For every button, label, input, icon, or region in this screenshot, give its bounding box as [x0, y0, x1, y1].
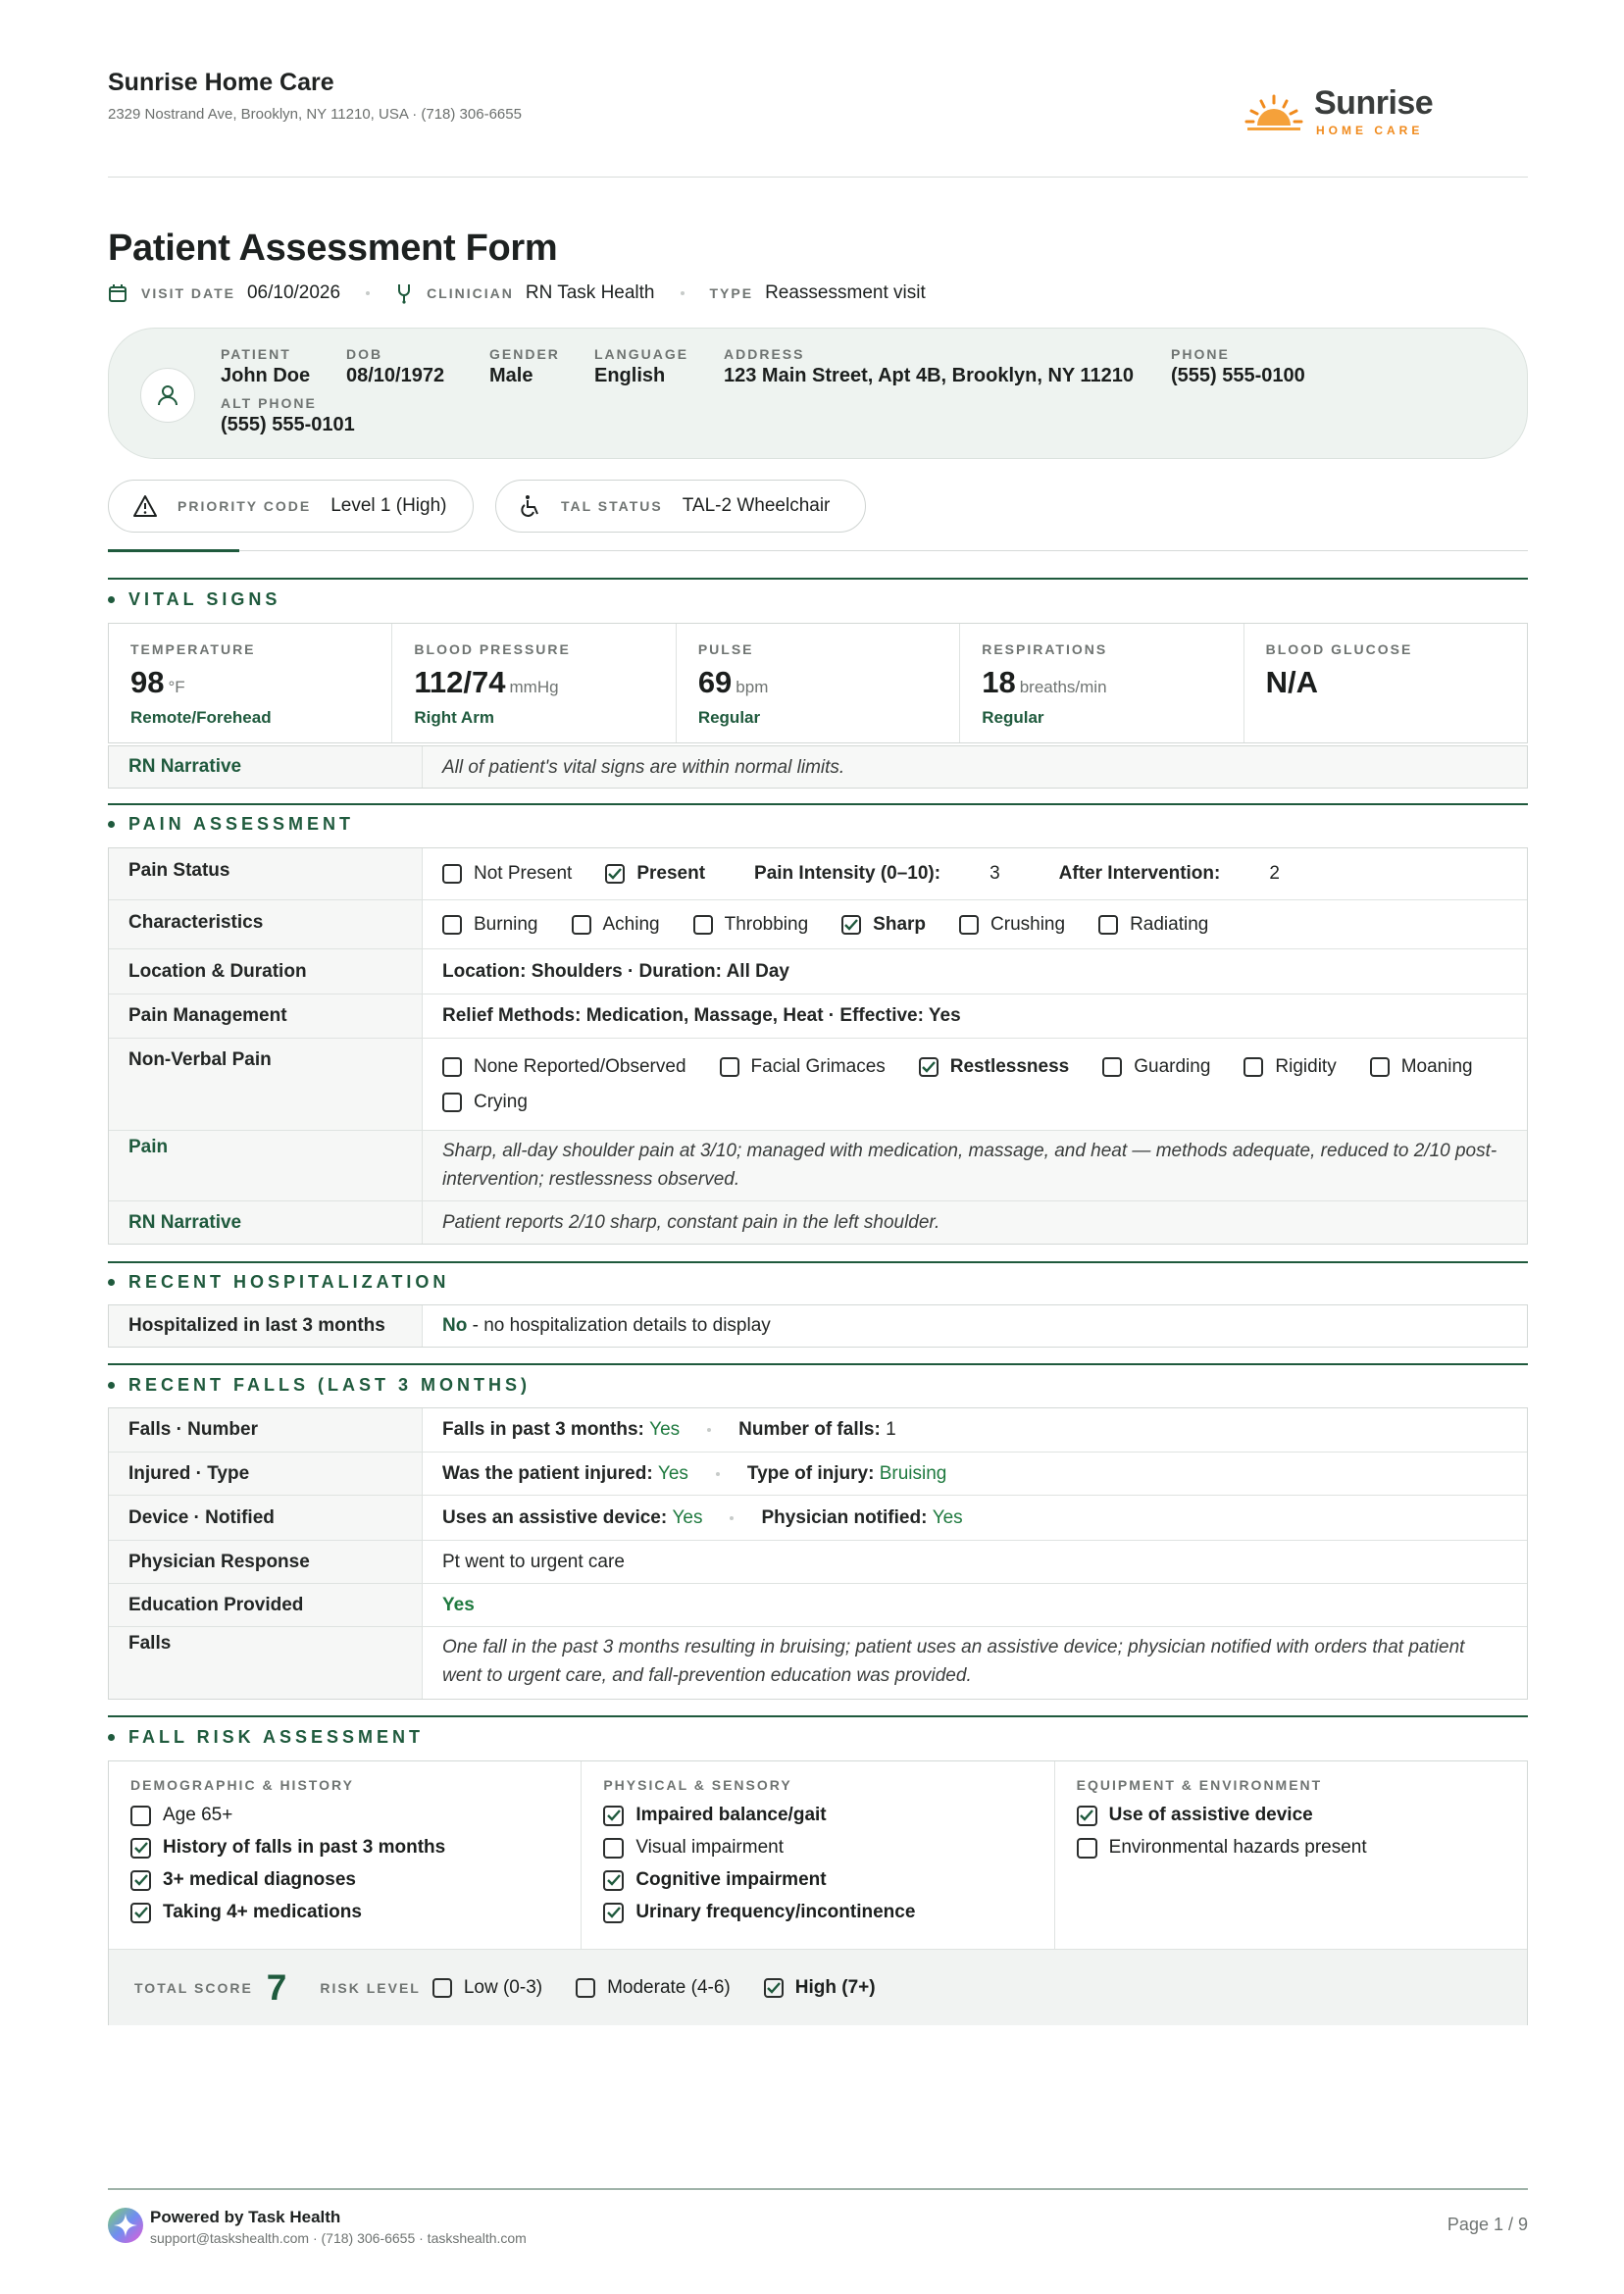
form-title: Patient Assessment Form: [108, 228, 558, 269]
checkbox-label: Facial Grimaces: [750, 1055, 886, 1077]
risk-factor-checkbox[interactable]: [603, 1869, 1032, 1891]
language-value: English: [594, 365, 666, 386]
task-health-logo-icon: [108, 2208, 143, 2243]
pain-table: [108, 847, 1528, 1245]
after-label: After Intervention:: [1058, 863, 1221, 884]
fall-risk-title: FALL RISK ASSESSMENT: [108, 1727, 424, 1748]
separator-dot: [681, 291, 685, 295]
checkbox-label: Moderate (4-6): [607, 1976, 731, 1998]
avatar: [140, 368, 195, 423]
risk-level-label: RISK LEVEL: [320, 1979, 421, 1996]
falls-summary-text: One fall in the past 3 months resulting in bruising; patient uses an assistive device; physician notified with orders that patient went to urgent care, and fall-prevention education was provided.: [423, 1627, 1527, 1699]
dob-field: [346, 346, 444, 387]
total-score-value: 7: [266, 1966, 287, 2008]
unchecked-box-icon: [1370, 1057, 1390, 1077]
assessment-page: [108, 0, 1528, 2294]
intensity-label: Pain Intensity (0–10):: [754, 863, 941, 884]
checkbox-label: Sharp: [873, 913, 927, 935]
tal-value: TAL-2 Wheelchair: [682, 495, 831, 516]
hospitalized-label: Hospitalized in last 3 months: [109, 1305, 423, 1347]
risk-column-title: DEMOGRAPHIC & HISTORY: [130, 1777, 354, 1793]
sunrise-logo: [1243, 84, 1440, 143]
visit-date-label: VISIT DATE: [141, 285, 235, 301]
checkbox-label: Rigidity: [1275, 1055, 1337, 1077]
risk-factor-checkbox[interactable]: [1077, 1805, 1505, 1826]
section-rule: [108, 1363, 1528, 1365]
risk-factor-checkbox[interactable]: [603, 1837, 1032, 1859]
patient-card: [108, 328, 1528, 459]
nonverbal-checkbox[interactable]: [442, 1056, 686, 1078]
table-row: [109, 994, 1527, 1038]
phone-field: [1171, 346, 1305, 387]
risk-level-checkbox[interactable]: [764, 1977, 876, 1999]
table-row: [109, 1130, 1527, 1200]
checked-box-icon: [130, 1838, 151, 1859]
sunrise-icon: [1243, 92, 1304, 131]
unchecked-box-icon: [432, 1978, 452, 1998]
table-row: [109, 1540, 1527, 1583]
address-label: ADDRESS: [724, 346, 805, 362]
separator-dot: [366, 291, 370, 295]
alt-phone-label: ALT PHONE: [221, 395, 317, 411]
unchecked-box-icon: [1243, 1057, 1263, 1077]
falls-summary-label: Falls: [109, 1627, 423, 1699]
checkbox-label: Urinary frequency/incontinence: [635, 1902, 916, 1922]
pain-summary-text: Sharp, all-day shoulder pain at 3/10; managed with medication, massage, and heat — methods adequate, reduced to 2/10 post-intervention; restlessness observed.: [423, 1131, 1527, 1200]
physician-response-value: Pt went to urgent care: [442, 1551, 625, 1572]
language-field: [594, 346, 688, 387]
unchecked-box-icon: [959, 915, 979, 935]
user-icon: [155, 382, 180, 408]
pain-status-options: [423, 848, 1527, 899]
patient-label: PATIENT: [221, 346, 291, 362]
nonverbal-label: Non-Verbal Pain: [109, 1039, 423, 1130]
checkbox-label: Guarding: [1134, 1055, 1211, 1077]
checked-box-icon: [603, 1806, 624, 1826]
vitals-narrative-table: [108, 745, 1528, 789]
checkbox-present[interactable]: Present: [605, 863, 705, 885]
tab-divider: [108, 550, 1528, 551]
characteristic-checkbox[interactable]: [693, 914, 809, 936]
checked-box-icon: [603, 1870, 624, 1891]
nonverbal-checkbox[interactable]: [720, 1056, 886, 1078]
alt-phone-value: (555) 555-0101: [221, 414, 355, 435]
gender-value: Male: [489, 365, 533, 386]
checkbox-label: Aching: [602, 913, 660, 935]
checkbox-label: Use of assistive device: [1108, 1805, 1313, 1825]
risk-factor-checkbox[interactable]: [603, 1805, 1032, 1826]
table-row: [109, 1408, 1527, 1452]
visit-meta: [108, 282, 926, 304]
hospitalized-value: No - no hospitalization details to display: [442, 1315, 771, 1336]
checkbox-label: Age 65+: [163, 1805, 233, 1825]
unchecked-box-icon: [572, 915, 591, 935]
management-label: Pain Management: [109, 994, 423, 1038]
org-address: 2329 Nostrand Ave, Brooklyn, NY 11210, USA · (718) 306-6655: [108, 106, 522, 123]
gender-label: GENDER: [489, 346, 560, 362]
nonverbal-checkbox[interactable]: [1243, 1056, 1336, 1078]
unchecked-box-icon: [1098, 915, 1118, 935]
risk-level-options: [432, 1977, 909, 1999]
vital-blood-glucose: BLOOD GLUCOSE N/A: [1265, 641, 1413, 699]
warning-icon: [132, 494, 158, 518]
unchecked-box-icon: [603, 1838, 624, 1859]
checked-box-icon: [841, 915, 861, 935]
calendar-icon: [108, 283, 127, 303]
hospitalization-table: [108, 1304, 1528, 1348]
checkbox-label: Restlessness: [949, 1055, 1070, 1077]
falls-number-value: Falls in past 3 months: Yes Number of falls: 1: [442, 1419, 896, 1440]
checkbox-label: Cognitive impairment: [635, 1869, 827, 1890]
unchecked-box-icon: [442, 1093, 462, 1112]
phone-label: PHONE: [1171, 346, 1230, 362]
unchecked-box-icon: [1077, 1838, 1097, 1859]
table-row: [109, 1626, 1527, 1699]
hospitalization-title: RECENT HOSPITALIZATION: [108, 1272, 449, 1293]
risk-level-checkbox[interactable]: [432, 1977, 542, 1999]
checkbox-label: Impaired balance/gait: [635, 1805, 827, 1825]
narrative-text: All of patient's vital signs are within normal limits.: [423, 746, 1527, 788]
dob-value: 08/10/1972: [346, 365, 445, 386]
characteristic-checkbox[interactable]: [572, 914, 660, 936]
address-value: 123 Main Street, Apt 4B, Brooklyn, NY 11210: [724, 365, 1134, 386]
checkbox-label: None Reported/Observed: [474, 1055, 686, 1077]
checked-box-icon: [603, 1903, 624, 1923]
section-rule: [108, 1261, 1528, 1263]
org-name: Sunrise Home Care: [108, 69, 334, 96]
table-row: [109, 1200, 1527, 1244]
checkbox-label: Taking 4+ medications: [163, 1902, 362, 1922]
risk-column-title: PHYSICAL & SENSORY: [603, 1777, 792, 1793]
checkbox-not-present[interactable]: Not Present: [442, 863, 572, 885]
device-notified-label: Device · Notified: [109, 1496, 423, 1540]
nonverbal-checkbox[interactable]: [442, 1092, 528, 1113]
section-rule: [108, 578, 1528, 580]
checkbox-label: Moaning: [1400, 1055, 1473, 1077]
risk-column: [109, 1761, 582, 1949]
risk-column: [1055, 1761, 1527, 1949]
fall-risk-columns: [109, 1761, 1527, 1949]
vital-temperature: TEMPERATURE 98 °F Remote/Forehead: [109, 624, 392, 742]
tal-status-pill: [495, 480, 866, 533]
characteristics-label: Characteristics: [109, 900, 423, 948]
vitals-grid: [108, 623, 1528, 743]
unchecked-box-icon: [1102, 1057, 1122, 1077]
pain-summary-label: Pain: [109, 1131, 423, 1200]
table-row: [109, 848, 1527, 899]
section-rule: [108, 803, 1528, 805]
total-score-label: TOTAL SCORE: [134, 1979, 253, 1996]
priority-pill: [108, 480, 474, 533]
narrative-label: RN Narrative: [109, 746, 423, 788]
checked-box-icon: [130, 1870, 151, 1891]
injured-type-value: Was the patient injured: Yes Type of injury: Bruising: [442, 1462, 947, 1484]
clinician-label: CLINICIAN: [427, 285, 514, 301]
visit-type: Reassessment visit: [765, 282, 926, 303]
pain-narrative-label: RN Narrative: [109, 1201, 423, 1244]
checkbox-label: Environmental hazards present: [1108, 1837, 1367, 1858]
checkbox-label: Radiating: [1130, 913, 1209, 935]
nonverbal-checkbox[interactable]: [919, 1056, 1069, 1078]
physician-response-label: Physician Response: [109, 1541, 423, 1583]
vital-pulse: PULSE 69 bpm Regular: [677, 624, 960, 742]
pain-assessment-title: PAIN ASSESSMENT: [108, 814, 354, 835]
visit-date: 06/10/2026: [246, 282, 341, 303]
type-label: TYPE: [709, 285, 754, 301]
vital-blood-pressure: BLOOD PRESSURE 112/74 mmHg Right Arm: [392, 624, 676, 742]
falls-table: [108, 1407, 1528, 1700]
checkbox-label: Low (0-3): [463, 1976, 543, 1998]
table-row: [109, 899, 1527, 948]
priority-value: Level 1 (High): [330, 495, 447, 516]
falls-number-label: Falls · Number: [109, 1408, 423, 1452]
fall-risk-grid: [108, 1760, 1528, 2025]
powered-by: Powered by Task Health: [150, 2208, 341, 2226]
education-label: Education Provided: [109, 1584, 423, 1626]
characteristics-options: [423, 900, 1527, 948]
patient-name: John Doe: [221, 365, 311, 386]
unchecked-box-icon: [693, 915, 713, 935]
fall-risk-score: [109, 1949, 1527, 2025]
location-value: Location: Shoulders · Duration: All Day: [442, 960, 789, 982]
checkbox-label: History of falls in past 3 months: [163, 1837, 446, 1858]
characteristic-checkbox[interactable]: [442, 914, 538, 936]
characteristic-checkbox[interactable]: [959, 914, 1065, 936]
risk-factor-checkbox[interactable]: [130, 1805, 559, 1826]
intensity-value: 3: [990, 863, 1000, 884]
checked-box-icon: [919, 1057, 939, 1077]
table-row: [109, 1495, 1527, 1540]
risk-level-checkbox[interactable]: [576, 1977, 731, 1999]
table-row: [109, 1305, 1527, 1347]
checked-box-icon: [764, 1978, 784, 1998]
pain-status-label: Pain Status: [109, 848, 423, 899]
phone-value: (555) 555-0100: [1171, 365, 1305, 386]
unchecked-box-icon: [720, 1057, 739, 1077]
management-value: Relief Methods: Medication, Massage, Heat · Effective: Yes: [442, 1005, 961, 1026]
injured-type-label: Injured · Type: [109, 1453, 423, 1495]
gender-field: [489, 346, 560, 387]
priority-label: PRIORITY CODE: [178, 498, 312, 514]
active-tab-indicator: [108, 549, 239, 552]
nonverbal-checkbox[interactable]: [1102, 1056, 1210, 1078]
stethoscope-icon: [395, 282, 413, 304]
header-divider: [108, 177, 1528, 178]
risk-column: [582, 1761, 1054, 1949]
section-rule: [108, 1715, 1528, 1717]
unchecked-box-icon: [442, 1057, 462, 1077]
table-row: [109, 1038, 1527, 1130]
characteristic-checkbox[interactable]: [841, 914, 926, 936]
checked-box-icon: [1077, 1806, 1097, 1826]
logo-sub: HOME CARE: [1316, 124, 1424, 137]
footer-rule: [108, 2188, 1528, 2190]
checkbox-label: High (7+): [794, 1976, 876, 1998]
recent-falls-title: RECENT FALLS (LAST 3 MONTHS): [108, 1375, 531, 1396]
checkbox-label: Crying: [474, 1091, 528, 1112]
risk-factor-checkbox[interactable]: [130, 1902, 559, 1923]
nonverbal-options: [423, 1039, 1527, 1130]
footer-contact: support@taskshealth.com · (718) 306-6655 · taskshealth.com: [150, 2230, 527, 2246]
education-value: Yes: [442, 1594, 475, 1615]
wheelchair-icon: [520, 494, 541, 518]
after-value: 2: [1269, 863, 1280, 884]
risk-factor-checkbox[interactable]: [130, 1869, 559, 1891]
clinician: RN Task Health: [525, 282, 655, 303]
nonverbal-checkbox[interactable]: [1370, 1056, 1473, 1078]
vital-signs-title: VITAL SIGNS: [108, 589, 280, 610]
vital-respirations: RESPIRATIONS 18 breaths/min Regular: [960, 624, 1243, 742]
unchecked-box-icon: [130, 1806, 151, 1826]
location-label: Location & Duration: [109, 949, 423, 994]
checkbox-label: Throbbing: [724, 913, 809, 935]
checkbox-label: Visual impairment: [635, 1837, 784, 1858]
address-field: [724, 346, 1134, 387]
checked-box-icon: [130, 1903, 151, 1923]
risk-factor-checkbox[interactable]: [130, 1837, 559, 1859]
characteristic-checkbox[interactable]: [1098, 914, 1208, 936]
logo-word: Sunrise: [1314, 84, 1434, 122]
risk-column-title: EQUIPMENT & ENVIRONMENT: [1076, 1777, 1323, 1793]
table-row: [109, 1583, 1527, 1626]
tal-label: TAL STATUS: [561, 498, 663, 514]
checkbox-label: Burning: [474, 913, 538, 935]
table-row: [109, 746, 1527, 788]
patient-name-field: [221, 346, 310, 387]
table-row: [109, 1452, 1527, 1495]
checkbox-label: Crushing: [990, 913, 1066, 935]
checkbox-label: 3+ medical diagnoses: [163, 1869, 356, 1890]
risk-factor-checkbox[interactable]: [1077, 1837, 1505, 1859]
risk-factor-checkbox[interactable]: [603, 1902, 1032, 1923]
language-label: LANGUAGE: [594, 346, 689, 362]
table-row: [109, 948, 1527, 994]
unchecked-box-icon: [442, 915, 462, 935]
page-number: Page 1 / 9: [1446, 2215, 1528, 2234]
pain-narrative-text: Patient reports 2/10 sharp, constant pain in the left shoulder.: [423, 1201, 1527, 1244]
dob-label: DOB: [346, 346, 383, 362]
alt-phone-field: [221, 395, 355, 436]
unchecked-box-icon: [576, 1978, 595, 1998]
device-notified-value: Uses an assistive device: Yes Physician notified: Yes: [442, 1506, 963, 1528]
